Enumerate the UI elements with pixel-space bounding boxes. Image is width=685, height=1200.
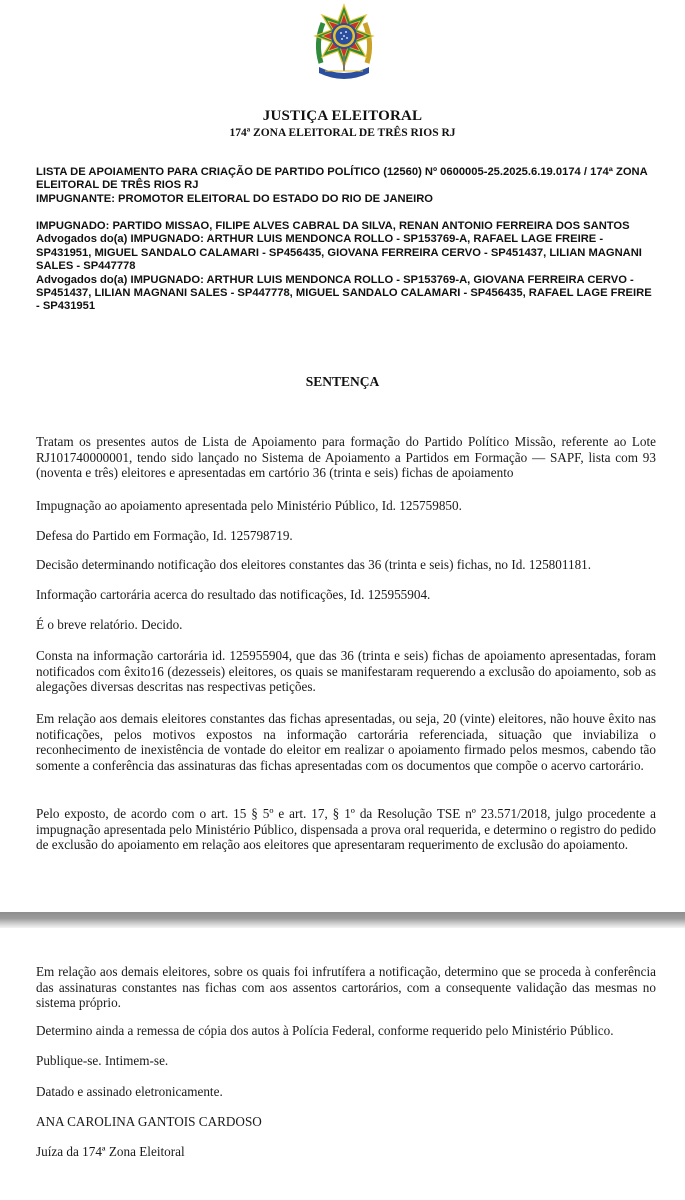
paragraph — [36, 434, 656, 481]
brazil-coat-of-arms-icon — [311, 3, 377, 83]
paragraph-text: Em relação aos demais eleitores, sobre os quais foi infrutífera a notificação, determino que se proceda à conferência das assinaturas constantes nas fichas com aos assentos cartorários, com a consequente validação das mesmas no sistema próprio. — [36, 964, 656, 1011]
signatory-name — [36, 1114, 656, 1130]
paragraph — [36, 648, 656, 695]
impugnado-line: IMPUGNADO: PARTIDO MISSAO, FILIPE ALVES CABRAL DA SILVA, RENAN ANTONIO FERREIRA DOS SANTOS — [36, 220, 630, 232]
paragraph-text: Informação cartorária acerca do resultado das notificações, Id. 125955904. — [36, 587, 431, 602]
paragraph — [36, 557, 656, 573]
paragraph-text: Decisão determinando notificação dos eleitores constantes das 36 (trinta e seis) fichas, no Id. 125801181. — [36, 557, 592, 572]
paragraph-text: Em relação aos demais eleitores constantes das fichas apresentadas, ou seja, 20 (vinte) eleitores, não houve êxito nas notificações, pelos motivos expostos na informação cartorária referenciada, situação que inviabiliza o reconhecimento de inexistência de vontade do eleitor em realizar o apoiamento firmado pelos mesmos, cabendo tão somente a conferência das assinaturas das fichas apresentadas com os documentos que compõe o acervo cartorário. — [36, 711, 656, 773]
page-break-divider — [0, 912, 685, 928]
paragraph-text: Pelo exposto, de acordo com o art. 15 § 5º e art. 17, § 1º da Resolução TSE nº 23.571/2018, julgo procedente a impugnação apresentada pelo Ministério Público, dispensada a prova oral requerida, e determino o registro do pedido de exclusão do apoiamento em relação aos eleitores que apresentaram requerimento de exclusão do apoiamento. — [36, 806, 656, 853]
paragraph-text: ANA CAROLINA GANTOIS CARDOSO — [36, 1114, 262, 1129]
paragraph — [36, 806, 656, 853]
impugnante-line: IMPUGNANTE: PROMOTOR ELEITORAL DO ESTADO DO RIO DE JANEIRO — [36, 192, 433, 205]
paragraph-text: Publique-se. Intimem-se. — [36, 1053, 169, 1068]
paragraph — [36, 528, 656, 544]
parties-caption — [36, 220, 656, 314]
paragraph — [36, 587, 656, 603]
paragraph-text: Juíza da 174ª Zona Eleitoral — [36, 1144, 185, 1159]
paragraph — [36, 964, 656, 1011]
paragraph — [36, 1023, 656, 1039]
paragraph-text: Defesa do Partido em Formação, Id. 125798719. — [36, 528, 293, 543]
paragraph-text: É o breve relatório. Decido. — [36, 617, 183, 632]
court-zone: 174ª ZONA ELEITORAL DE TRÊS RIOS RJ — [229, 127, 456, 139]
paragraph — [36, 1084, 656, 1100]
signatory-role — [36, 1144, 656, 1160]
paragraph-text: Consta na informação cartorária id. 125955904, que das 36 (trinta e seis) fichas de apoiamento apresentadas, foram notificados com êxito16 (dezesseis) eleitores, os quais se manifestaram requerendo a exclusão do apoiamento, sob as alegações diversas descritas nas respectivas petições. — [36, 648, 656, 695]
paragraph-text: Tratam os presentes autos de Lista de Apoiamento para formação do Partido Político Missão, referente ao Lote RJ101740000001, tendo sido lançado no Sistema de Apoiamento a Partidos em Formação — SAPF, lista com 93 (noventa e três) eleitores e apresentadas em cartório 36 (trinta e seis) fichas de apoiamento — [36, 434, 656, 481]
paragraph — [36, 711, 656, 773]
court-title: JUSTIÇA ELEITORAL — [262, 108, 423, 124]
paragraph-text: Determino ainda a remessa de cópia dos autos à Polícia Federal, conforme requerido pelo Ministério Público. — [36, 1023, 614, 1038]
case-caption — [36, 166, 656, 206]
paragraph — [36, 1053, 656, 1069]
advogados-line-2: Advogados do(a) IMPUGNADO: ARTHUR LUIS MENDONCA ROLLO - SP153769-A, GIOVANA FERREIRA CERVO - SP451437, LILIAN MAGNANI SALES - SP447778, MIGUEL SANDALO CALAMARI - SP456435, RAFAEL LAGE FREIRE - SP431951 — [36, 273, 652, 313]
paragraph — [36, 498, 656, 514]
document-heading: SENTENÇA — [305, 374, 380, 389]
advogados-line-1: Advogados do(a) IMPUGNADO: ARTHUR LUIS MENDONCA ROLLO - SP153769-A, RAFAEL LAGE FREIRE - SP431951, MIGUEL SANDALO CALAMARI - SP456435, GIOVANA FERREIRA CERVO - SP451437, LILIAN MAGNANI SALES - SP447778 — [36, 233, 642, 273]
paragraph-text: Impugnação ao apoiamento apresentada pelo Ministério Público, Id. 125759850. — [36, 498, 462, 513]
paragraph — [36, 617, 656, 633]
case-number: LISTA DE APOIAMENTO PARA CRIAÇÃO DE PARTIDO POLÍTICO (12560) Nº 0600005-25.2025.6.19.0174 / 174ª ZONA ELEITORAL DE TRÊS RIOS RJ — [36, 166, 648, 192]
paragraph-text: Datado e assinado eletronicamente. — [36, 1084, 223, 1099]
